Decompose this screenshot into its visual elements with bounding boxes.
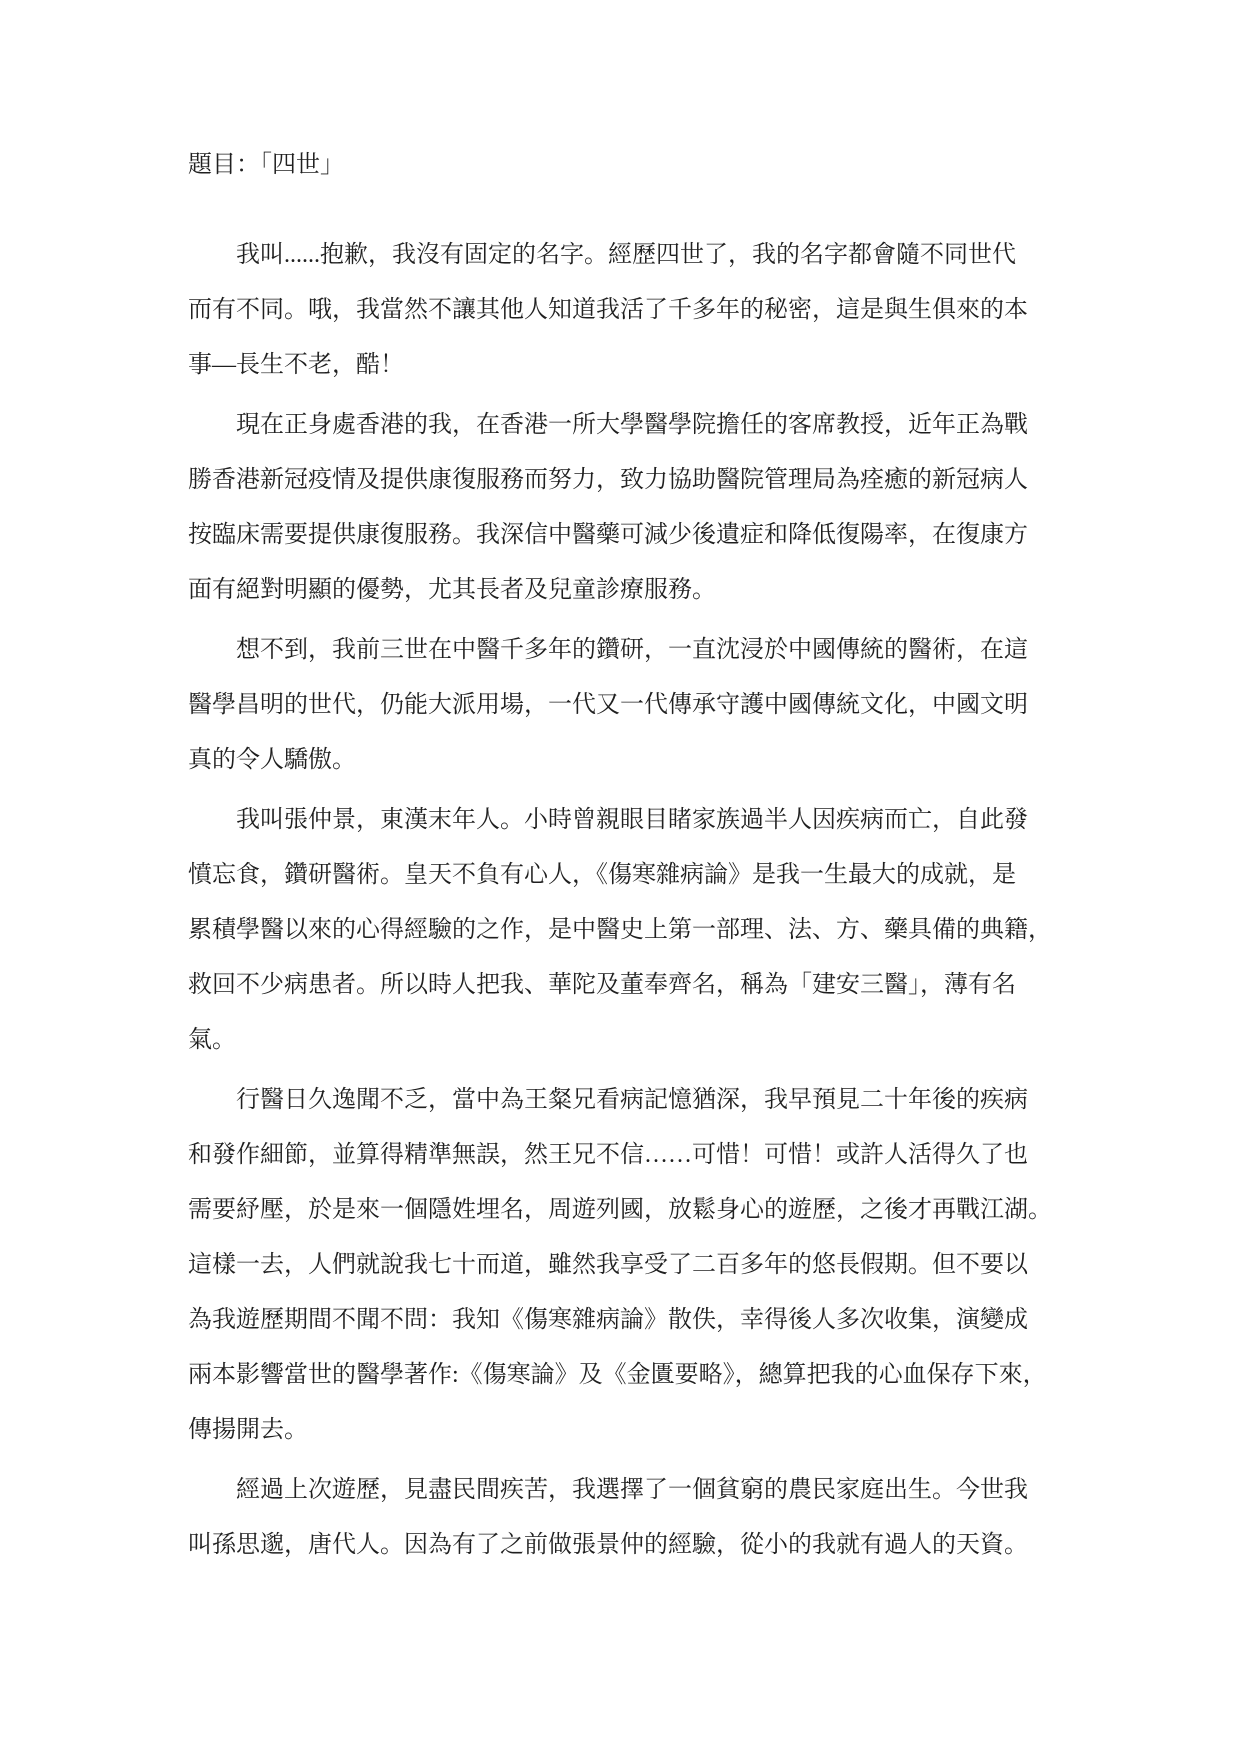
document-body [188,228,1108,1578]
text-line: 我叫張仲景，東漢末年人。小時曾親眼目睹家族過半人因疾病而亡，自此發 [236,807,1028,833]
text-line: 氣。 [188,1027,236,1053]
text-line: 和發作細節，並算得精準無誤，然王兄不信……可惜！可惜！或許人活得久了也 [188,1142,1028,1168]
paragraph-hongkong [188,398,1108,618]
paragraph-sunsimiao [188,1463,1108,1573]
text-line: 需要紓壓，於是來一個隱姓埋名，周遊列國，放鬆身心的遊歷，之後才再戰江湖。 [188,1197,1052,1223]
text-line: 現在正身處香港的我，在香港一所大學醫學院擔任的客席教授，近年正為戰 [236,412,1028,438]
text-line: 面有絕對明顯的優勢，尤其長者及兒童診療服務。 [188,577,716,603]
text-line: 這樣一去，人們就說我七十而道，雖然我享受了二百多年的悠長假期。但不要以 [188,1252,1028,1278]
text-line: 勝香港新冠疫情及提供康復服務而努力，致力協助醫院管理局為痊癒的新冠病人 [188,467,1028,493]
text-line: 救回不少病患者。所以時人把我、華陀及董奉齊名，稱為「建安三醫」，薄有名 [188,972,1016,998]
text-line: 按臨床需要提供康復服務。我深信中醫藥可減少後遺症和降低復陽率，在復康方 [188,522,1028,548]
paragraph-wangcan [188,1073,1108,1458]
paragraph-zhangzhongjing [188,793,1108,1068]
text-line: 行醫日久逸聞不乏，當中為王粲兄看病記憶猶深，我早預見二十年後的疾病 [236,1087,1028,1113]
text-line: 想不到，我前三世在中醫千多年的鑽研，一直沈浸於中國傳統的醫術，在這 [236,637,1028,663]
text-line: 真的令人驕傲。 [188,747,356,773]
text-line: 叫孫思邈，唐代人。因為有了之前做張景仲的經驗，從小的我就有過人的天資。 [188,1532,1028,1558]
paragraph-reflection [188,623,1108,788]
paragraph-intro [188,228,1108,393]
text-line: 傳揚開去。 [188,1417,308,1443]
text-line: 兩本影響當世的醫學著作:《傷寒論》及《金匱要略》，總算把我的心血保存下來， [188,1362,1047,1388]
text-line: 為我遊歷期間不聞不問：我知《傷寒雜病論》散佚，幸得後人多次收集，演變成 [188,1307,1028,1333]
text-line: 事—長生不老，酷！ [188,352,404,378]
text-line: 醫學昌明的世代，仍能大派用場，一代又一代傳承守護中國傳統文化，中國文明 [188,692,1028,718]
text-line: 經過上次遊歷，見盡民間疾苦，我選擇了一個貧窮的農民家庭出生。今世我 [236,1477,1028,1503]
document-title: 題目：「四世」 [188,152,344,178]
text-line: 累積學醫以來的心得經驗的之作，是中醫史上第一部理、法、方、藥具備的典籍， [188,917,1052,943]
text-line: 我叫......抱歉，我沒有固定的名字。經歷四世了，我的名字都會隨不同世代 [236,242,1016,268]
text-line: 而有不同。哦，我當然不讓其他人知道我活了千多年的秘密，這是與生俱來的本 [188,297,1028,323]
text-line: 憤忘食，鑽研醫術。皇天不負有心人，《傷寒雜病論》是我一生最大的成就，是 [188,862,1016,888]
